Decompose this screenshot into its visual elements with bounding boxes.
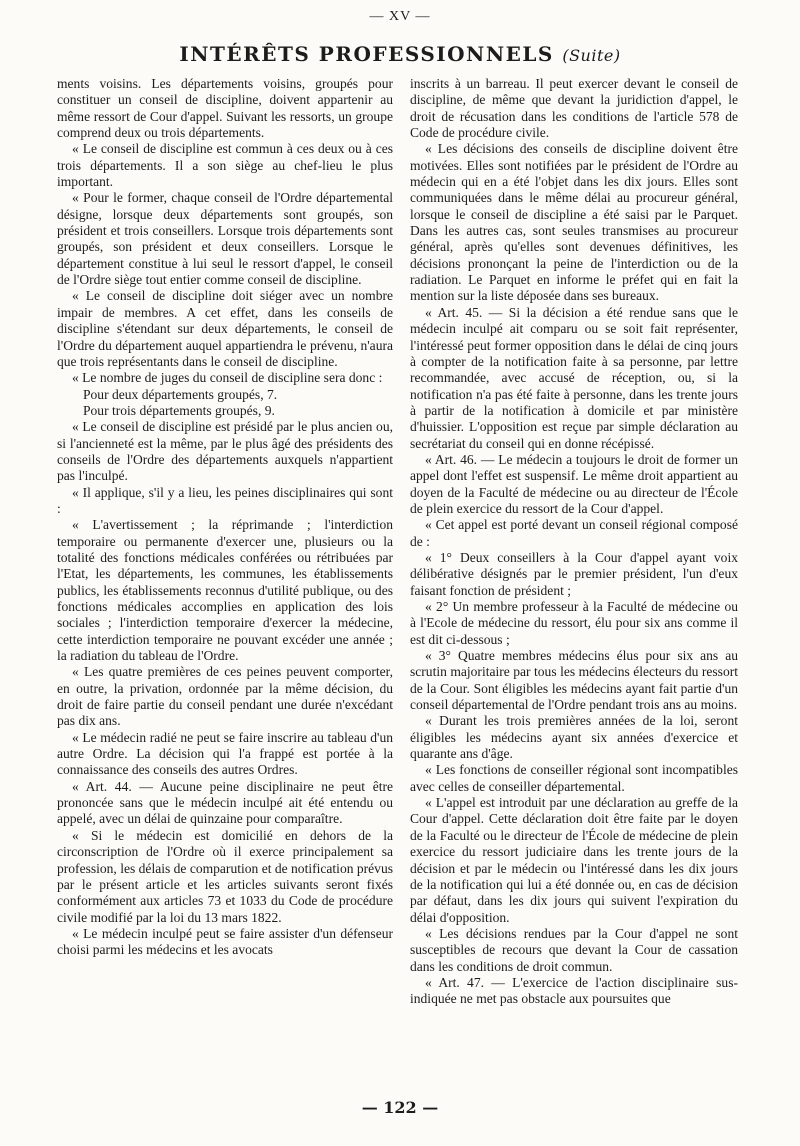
title-text: INTÉRÊTS PROFESSIONNELS — [179, 42, 554, 66]
paragraph: « 1° Deux conseillers à la Cour d'appel ayant voix délibérative désignés par le premier président, l'un d'eux faisant fonction de président ; — [410, 549, 738, 598]
paragraph: « Art. 44. — Aucune peine disciplinaire ne peut être prononcée sans que le médecin inculpé ait été entendu ou appelé, avec un délai de quinzaine pour comparaître. — [57, 778, 393, 827]
paragraph: « 3° Quatre membres médecins élus pour six ans au scrutin majoritaire par tous les médecins électeurs du ressort de la Cour. Sont éligibles les médecins ayant fait partie d'un conseil départemental de l'Ordre pendant trois ans au moins. — [410, 648, 738, 713]
paragraph: « L'appel est introduit par une déclaration au greffe de la Cour d'appel. Cette déclaration doit être faite par le doyen de la Faculté ou le directeur de l'École de médecine de plein exercice du ressort judiciaire dans les trente jours de la décision et par le médecin ou l'intéressé dans les dix jours de la notification qui lui a été donnée ou, en cas de décision par défaut, dans les dix jours qui suivent l'expiration du délai d'opposition. — [410, 795, 738, 925]
page-number: — 122 — — [361, 1098, 439, 1117]
paragraph: « Il applique, s'il y a lieu, les peines disciplinaires qui sont : — [57, 484, 393, 516]
paragraph: « Pour le former, chaque conseil de l'Ordre départemental désigne, lorsque deux départements sont groupés, son président et trois conseillers. Lorsque trois départements sont groupés, son président et deux conseillers. Lorsque le département constitue à lui seul le ressort d'appel, le conseil de l'Ordre siège tout entier comme conseil de discipline. — [57, 190, 393, 288]
paragraph: « Le nombre de juges du conseil de discipline sera donc : — [72, 370, 383, 386]
paragraph: « Le conseil de discipline est présidé par le plus ancien ou, si l'ancienneté est la même, par le plus âgé des présidents des conseils de l'Ordre des départements auxquels n'appartient pas l'inculpé. — [57, 419, 393, 484]
paragraph: « Le médecin radié ne peut se faire inscrire au tableau d'un autre Ordre. La décision qui l'a frappé est portée à la connaissance des conseils des autres Ordres. — [57, 729, 393, 778]
paragraph: « Si le médecin est domicilié en dehors de la circonscription de l'Ordre où il exerce principalement sa profession, les délais de comparution et de notification prévus par le présent article et les articles suivants seront fixés conformément aux articles 73 et 1033 du Code de procédure civile modifié par la loi du 13 mars 1822. — [57, 827, 393, 925]
paragraph: « Le conseil de discipline doit siéger avec un nombre impair de membres. A cet effet, dans les conseils de discipline s'étendant sur deux départements, le conseil de l'Ordre du département auquel appartiendra le prévenu, n'aura que trois représentants dans le conseil de discipline. — [57, 288, 393, 369]
paragraph: « L'avertissement ; la réprimande ; l'interdiction temporaire ou permanente d'exercer une, plusieurs ou la totalité des fonctions médicales conférées ou rétribuées par l'Etat, les départements, les communes, les établissements publics, les établissements reconnus d'utilité publique, ou des fonctions médicales accomplies en application des lois sociales ; l'interdiction temporaire d'exercer la médecine, cette interdiction temporaire ne pouvant excéder une année ; la radiation du tableau de l'Ordre. — [57, 517, 393, 664]
paragraph: « 2° Un membre professeur à la Faculté de médecine ou à l'Ecole de médecine du ressort, élu pour six ans comme il est dit ci-dessous ; — [410, 599, 738, 647]
paragraph: « Art. 47. — L'exercice de l'action disciplinaire sus-indiquée ne met pas obstacle aux poursuites que — [410, 974, 738, 1007]
list-item: Pour deux départements groupés, 7. — [83, 386, 278, 402]
paragraph: « Les quatre premières de ces peines peuvent comporter, en outre, la privation, ordonnée par la même décision, du droit de faire partie du conseil pendant une durée n'excédant pas dix ans. — [57, 664, 393, 729]
paragraph: inscrits à un barreau. Il peut exercer devant le conseil de discipline, de même que devant la juridiction d'appel, le droit de récusation dans les conditions de l'article 578 de Code de procédure civile. — [410, 76, 738, 141]
paragraph: « Les décisions des conseils de discipline doivent être motivées. Elles sont notifiées par le président de l'Ordre au médecin qui en a été l'objet dans les dix jours. Elles sont communiquées dans le même délai au procureur général, lorsque le conseil de discipline a été saisi par le Parquet. Dans les autres cas, sont seules transmises au procureur général, après qu'elles sont devenues définitives, les décisions prononçant la peine de l'interdiction ou de la radiation. Le Parquet en informe le préfet qui en fait la mention sur la liste déposée dans ses bureaux. — [410, 141, 738, 304]
paragraph: « Cet appel est porté devant un conseil régional composé de : — [410, 517, 738, 549]
list-item: Pour trois départements groupés, 9. — [83, 402, 275, 418]
paragraph: « Art. 45. — Si la décision a été rendue sans que le médecin inculpé ait comparu ou se soit fait représenter, l'intéressé peut former opposition dans le délai de cinq jours à compter de la notification faite à sa personne, par lettre recommandée, avec accusé de réception, ou, si la notification n'a pas été faite à personne, dans les trente jours à partir de la notification à domicile et par ministère d'huissier. L'opposition est reçue par simple déclaration au secrétariat du conseil qui en donne récépissé. — [410, 304, 738, 451]
page-title — [0, 42, 800, 66]
paragraph: « Durant les trois premières années de la loi, seront éligibles les médecins ayant six années d'exercice et quarante ans d'âge. — [410, 713, 738, 762]
paragraph: « Le conseil de discipline est commun à ces deux ou à ces trois départements. Il a son siège au chef-lieu le plus important. — [57, 141, 393, 190]
paragraph: « Les décisions rendues par la Cour d'appel ne sont susceptibles de recours que devant la Cour de cassation dans les conditions de droit commun. — [410, 925, 738, 974]
paragraph: « Les fonctions de conseiller régional sont incompatibles avec celles de conseiller départemental. — [410, 762, 738, 794]
right-column — [410, 76, 738, 1008]
title-suite: (Suite) — [562, 46, 621, 65]
paragraph: ments voisins. Les départements voisins, groupés pour constituer un conseil de discipline, doivent appartenir au même ressort de Cour d'appel. Suivant les ressorts, un groupe comprend deux ou trois départements. — [57, 76, 393, 141]
left-column — [57, 76, 393, 959]
paragraph: « Art. 46. — Le médecin a toujours le droit de former un appel dont l'effet est suspensif. Le même droit appartient au doyen de la Faculté de médecine ou au directeur de l'École de plein exercice du ressort de la Cour d'appel. — [410, 451, 738, 516]
page-roman-numeral: — XV — — [369, 9, 431, 24]
paragraph: « Le médecin inculpé peut se faire assister d'un défenseur choisi parmi les médecins et les avocats — [57, 925, 393, 958]
